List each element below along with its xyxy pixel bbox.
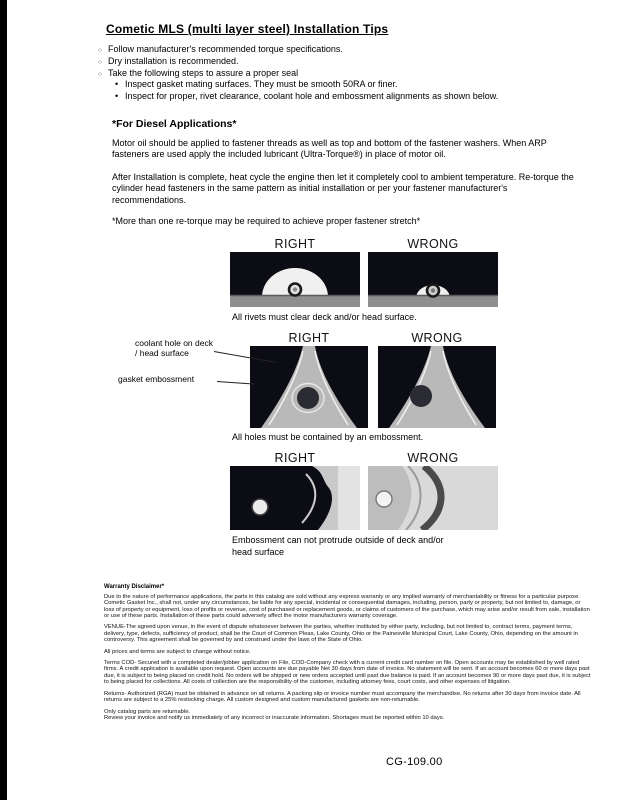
diesel-section [112,118,574,227]
page-title: Cometic MLS (multi layer steel) Installation Tips [106,22,389,36]
disclaimer-heading: Warranty Disclaimer* [104,583,165,590]
list-item: ○ Take the following steps to assure a proper seal [98,68,598,80]
diagram-section [118,237,502,557]
coolant-hole-right-diagram [250,346,368,428]
diagram-caption: All rivets must clear deck and/or head surface. [232,312,417,323]
callout-coolant-hole: coolant hole on deck / head surface [135,338,213,358]
disclaimer-paragraph: Review your invoice and notify us immediately of any incorrect or inaccurate information. Shortages must be reported within 10 days. [104,714,445,721]
wrong-label: WRONG [407,237,459,252]
diagram-row-embossment [230,451,502,557]
bolt-hole [252,499,268,515]
embossment-right-diagram [230,466,360,530]
list-item: ○ Follow manufacturer's recommended torque specifications. [98,44,598,56]
right-label: RIGHT [274,451,316,466]
figure-right [230,451,360,530]
list-sub-item: • Inspect for proper, rivet clearance, coolant hole and embossment alignments as shown below. [98,91,598,103]
diesel-paragraph-1: Motor oil should be applied to fastener threads as well as top and bottom of the fastener washers. When ARP fasteners are used apply the included lubricant (Ultra-Torque®) in place of motor oil. [112,137,547,160]
list-sub-item: • Inspect gasket mating surfaces. They must be smooth 50RA or finer. [98,79,598,91]
diagram-pair [230,451,502,530]
diagram-row-rivets [230,237,502,322]
coolant-hole [297,387,319,409]
diagram-caption: All holes must be contained by an embossment. [232,432,424,443]
wrong-label: WRONG [407,451,459,466]
diagram-caption: Embossment can not protrude outside of deck and/or head surface [232,535,444,557]
rivet-right-diagram [230,252,360,307]
list-item: ○ Dry installation is recommended. [98,56,598,68]
disclaimer-paragraph: Only catalog parts are returnable. [104,708,191,715]
left-black-bar [0,0,7,800]
figure-right [250,331,368,428]
retorque-note: *More than one re-torque may be required to achieve proper fastener stretch* [112,216,421,227]
disclaimer-paragraph: Returns- Authorized (RGA) must be obtained in advance on all returns. A packing slip or invoice number must accompany the merchandise. No returns after 30 days from invoice date. All returns are subject to a 25% restocking charge. All custom designed and custom manufactured gaskets are non-returnable. [104,690,581,704]
warranty-disclaimer [104,584,591,722]
disclaimer-paragraph: All prices and terms are subject to change without notice. [104,648,251,655]
diagram-pair [250,331,502,428]
callout-gasket-embossment: gasket embossment [118,374,195,385]
figure-wrong [368,237,498,307]
coolant-hole [410,385,432,407]
diesel-paragraph-2: After Installation is complete, heat cycle the engine then let it completely cool to ambient temperature. Re-torque the cylinder head fasteners in the same pattern as initial installation or per your fastener manufacturer's recommendations. [112,171,574,205]
diagram-row-coolant-holes [118,331,502,443]
diesel-heading: *For Diesel Applications* [112,117,237,130]
figure-wrong [378,331,496,428]
bolt-hole [376,491,392,507]
disclaimer-paragraph: VENUE-The agreed upon venue, in the event of dispute whatsoever between the parties, whether instituted by either party, including, but not limited to, contract terms, payment terms, delivery, type, defects, sufficiency of product, shall be the Court of Common Pleas, Lake County, Ohio or the Painesville Municipal Court, Lake County, Ohio, depending on the amount in controversy. This agreement shall be governed by and construed under the laws of the State of Ohio. [104,624,578,644]
disclaimer-paragraph: Due to the nature of performance applications, the parts in this catalog are sold without any express warranty or any implied warranty of merchantability or fitness for a particular purpose. Cometic Gasket Inc., shall not, under any circumstances, be liable for any special, incidental or consequential damages, including, person, party or property, but not limited to, damage, or loss of property or equipment, loss of profits or revenue, cost of purchased or replacement goods, or claims of customers of the purchase, which may arise and/or result from sale, installation or use of these parts. Installation of these parts could adversely affect the motor manufacturers warranty coverage. [104,593,590,620]
disclaimer-paragraph: Terms COD- Secured with a completed dealer/jobber application on File, COD-Company check with a current credit card number on file. Open accounts may be established by well rated firms. A credit application is available upon request. Open accounts are due payable Net 30 days from date of invoice. No statement will be sent. If an account becomes 60 or more days past due, it is subject to being placed on credit hold. No orders will be shipped or new orders accepted until past due balance is paid. If an account becomes 90 or more days past due, it is subject to being placed for collections. All costs of collection are the responsibility of the customer, including attorney fees, court costs, and other expenses of litigation. [104,660,591,686]
rivet-wrong-diagram [368,252,498,307]
tips-list [98,44,598,103]
page-number: CG-109.00 [386,756,443,768]
content-area [96,0,598,726]
coolant-hole-wrong-diagram [378,346,496,428]
wrong-label: WRONG [411,331,463,346]
diagram-pair [230,237,502,307]
right-label: RIGHT [274,237,316,252]
embossment-wrong-diagram [368,466,498,530]
figure-wrong [368,451,498,530]
right-label: RIGHT [288,331,330,346]
figure-right [230,237,360,307]
